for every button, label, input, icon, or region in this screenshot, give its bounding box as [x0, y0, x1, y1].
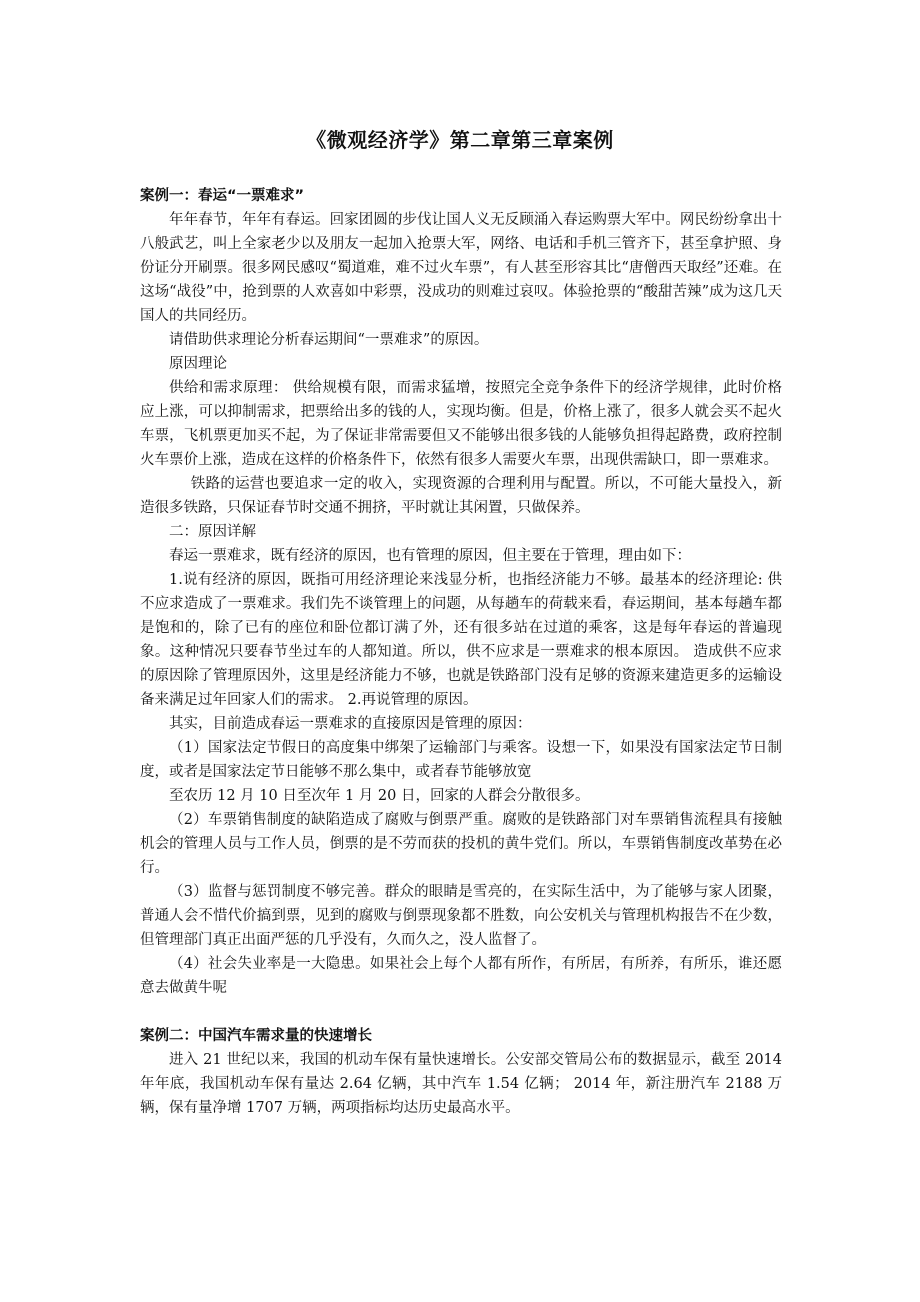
- case1-heading: 案例一：春运“一票难求”: [140, 188, 305, 204]
- case1-paragraph: 1.说有经济的原因，既指可用经济理论来浅显分析，也指经济能力不够。最基本的经济理论: 供不应求造成了一票难求。我们先不谈管理上的问题，从每趟车的荷载来看，春运期间，基本每趟车都是饱和的，除了已有的座位和卧位都订满了外，还有很多站在过道的乘客，这是每年春运的普遍现象。这种情况只要春节坐过车的人都知道。所以，供不应求是一票难求的根本原因。 造成供不应求的原因除了管理原因外，这里是经济能力不够，也就是铁路部门没有足够的资源来建造更多的运输设备来满足过年回家人们的需求。 2.再说管理的原因。: [140, 572, 782, 708]
- case1-paragraph: （1）国家法定节假日的高度集中绑架了运输部门与乘客。设想一下，如果没有国家法定节日制度，或者是国家法定节日能够不那么集中，或者春节能够放宽: [140, 740, 782, 780]
- case1-paragraph: （2）车票销售制度的缺陷造成了腐败与倒票严重。腐败的是铁路部门对车票销售流程具有接触机会的管理人员与工作人员，倒票的是不劳而获的投机的黄牛党们。所以，车票销售制度改革势在必行。: [140, 812, 782, 876]
- case1-paragraph: 供给和需求原理： 供给规模有限，而需求猛增，按照完全竞争条件下的经济学规律，此时价格应上涨，可以抑制需求，把票给出多的钱的人，实现均衡。但是，价格上涨了，很多人就会买不起火车票，飞机票更加买不起，为了保证非常需要但又不能够出很多钱的人能够负担得起路费，政府控制火车票价上涨，造成在这样的价格条件下，依然有很多人需要火车票，出现供需缺口，即一票难求。: [140, 380, 782, 468]
- case1-paragraph: 至农历 12 月 10 日至次年 1 月 20 日，回家的人群会分散很多。: [169, 788, 590, 804]
- document-title: 《微观经济学》第二章第三章案例: [306, 128, 614, 152]
- case1-paragraph: 请借助供求理论分析春运期间“一票难求”的原因。: [169, 332, 489, 348]
- case1-paragraph: 其实，目前造成春运一票难求的直接原因是管理的原因：: [169, 716, 532, 732]
- case1-paragraph: 年年春节，年年有春运。回家团圆的步伐让国人义无反顾涌入春运购票大军中。网民纷纷拿出十八般武艺，叫上全家老少以及朋友一起加入抢票大军，网络、电话和手机三管齐下，甚至拿护照、身份证分开刷票。很多网民感叹“蜀道难，难不过火车票”，有人甚至形容其比“唐僧西天取经”还难。在这场“战役”中，抢到票的人欢喜如中彩票，没成功的则难过哀叹。体验抢票的“酸甜苦辣”成为这几天国人的共同经历。: [140, 212, 782, 324]
- case1-paragraph: 原因理论: [169, 356, 227, 372]
- case1-paragraph: 二：原因详解: [169, 524, 256, 540]
- case1-paragraph: 铁路的运营也要追求一定的收入，实现资源的合理利用与配置。所以，不可能大量投入，新造很多铁路，只保证春节时交通不拥挤，平时就让其闲置，只做保养。: [140, 476, 782, 516]
- case1-paragraph: （3）监督与惩罚制度不够完善。群众的眼睛是雪亮的，在实际生活中，为了能够与家人团聚，普通人会不惜代价搞到票，见到的腐败与倒票现象都不胜数，向公安机关与管理机构报告不在少数，但管理部门真正出面严惩的几乎没有，久而久之，没人监督了。: [140, 884, 782, 948]
- case1-paragraph: （4）社会失业率是一大隐患。如果社会上每个人都有所作，有所居，有所养，有所乐，谁还愿意去做黄牛呢: [140, 956, 782, 996]
- case2-heading: 案例二：中国汽车需求量的快速增长: [140, 1028, 372, 1044]
- case1-paragraph: 春运一票难求，既有经济的原因，也有管理的原因，但主要在于管理，理由如下：: [169, 548, 691, 564]
- section-gap: [140, 1000, 782, 1024]
- case2-paragraph: 进入 21 世纪以来，我国的机动车保有量快速增长。公安部交管局公布的数据显示，截至 2014 年年底，我国机动车保有量达 2.64 亿辆，其中汽车 1.54 亿辆； 2014 年，新注册汽车 2188 万辆，保有量净增 1707 万辆，两项指标均达历史最高水平。: [140, 1052, 782, 1116]
- document-body: [140, 184, 782, 1120]
